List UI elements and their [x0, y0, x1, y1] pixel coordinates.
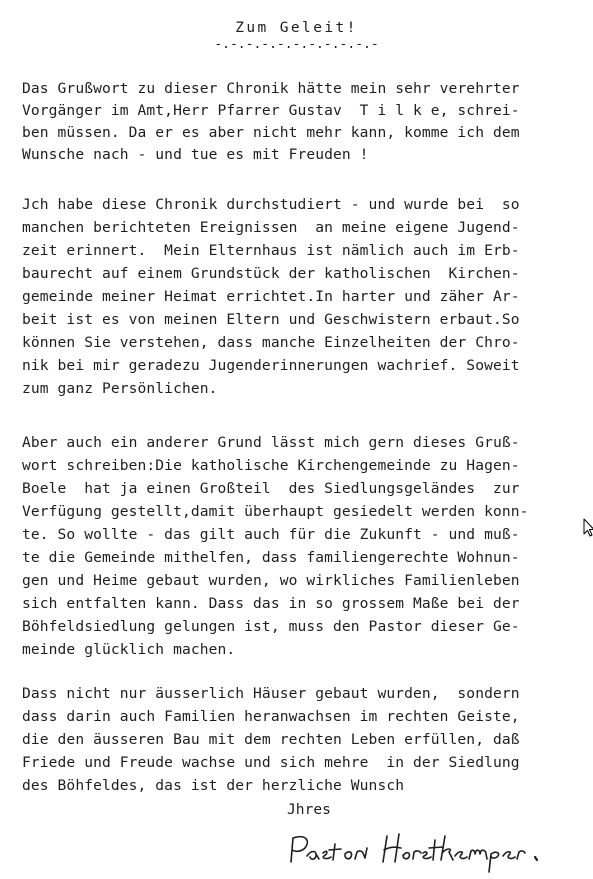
mouse-pointer-icon	[583, 518, 593, 538]
text-line: nik bei mir geradezu Jugenderinnerungen wachrief. Soweit	[22, 357, 520, 374]
text-line: Vorgänger im Amt,Herr Pfarrer Gustav T i l k e, schrei-	[22, 102, 520, 119]
text-line: Boele hat ja einen Großteil des Siedlungsgeländes zur	[22, 480, 520, 497]
text-line: Dass nicht nur äusserlich Häuser gebaut wurden, sondern	[22, 685, 520, 702]
text-line: Das Grußwort zu dieser Chronik hätte mein sehr verehrter	[22, 80, 520, 97]
text-line: Verfügung gestellt,damit überhaupt gesiedelt werden konn-	[22, 503, 529, 520]
text-line: gen und Heime gebaut wurden, wo wirkliches Familienleben	[22, 572, 520, 589]
text-line: die den äusseren Bau mit dem rechten Leben erfüllen, daß	[22, 731, 520, 748]
text-line: Jch habe diese Chronik durchstudiert - und wurde bei so	[22, 196, 520, 213]
letter-title: Zum Geleit!	[235, 20, 358, 36]
text-line: Wunsche nach - und tue es mit Freuden !	[22, 146, 369, 163]
text-line: Aber auch ein anderer Grund lässt mich gern dieses Gruß-	[22, 434, 520, 451]
text-line: wort schreiben:Die katholische Kirchengemeinde zu Hagen-	[22, 457, 520, 474]
text-line: meinde glücklich machen.	[22, 641, 236, 658]
text-line: dass darin auch Familien heranwachsen im rechten Geiste,	[22, 708, 520, 725]
text-line: te die Gemeinde mithelfen, dass familiengerechte Wohnun-	[22, 549, 520, 566]
text-line: Böhfeldsiedlung gelungen ist, muss den Pastor dieser Ge-	[22, 618, 520, 635]
closing-word: Jhres	[287, 801, 331, 818]
text-line: zum ganz Persönlichen.	[22, 380, 218, 397]
text-line: manchen berichteten Ereignissen an meine eigene Jugend-	[22, 219, 520, 236]
text-line: des Böhfeldes, das ist der herzliche Wunsch	[22, 777, 405, 794]
handwritten-signature	[283, 826, 583, 876]
text-line: gemeinde meiner Heimat errichtet.In harter und zäher Ar-	[22, 288, 520, 305]
text-line: sich entfalten kann. Dass das in so grossem Maße bei der	[22, 595, 520, 612]
text-line: können Sie verstehen, dass manche Einzelheiten der Chro-	[22, 334, 520, 351]
text-line: baurecht auf einem Grundstück der katholischen Kirchen-	[22, 265, 520, 282]
text-line: te. So wollte - das gilt auch für die Zukunft - und muß-	[22, 526, 520, 543]
title-underline: -.-.-.-.-.-.-.-.-.-.-	[214, 37, 379, 52]
text-line: Friede und Freude wachse und sich mehre in der Siedlung	[22, 754, 520, 771]
text-line: beit ist es von meinen Eltern und Geschwistern erbaut.So	[22, 311, 520, 328]
text-line: ben müssen. Da er es aber nicht mehr kann, komme ich dem	[22, 124, 520, 141]
text-line: zeit erinnert. Mein Elternhaus ist nämlich auch im Erb-	[22, 242, 520, 259]
